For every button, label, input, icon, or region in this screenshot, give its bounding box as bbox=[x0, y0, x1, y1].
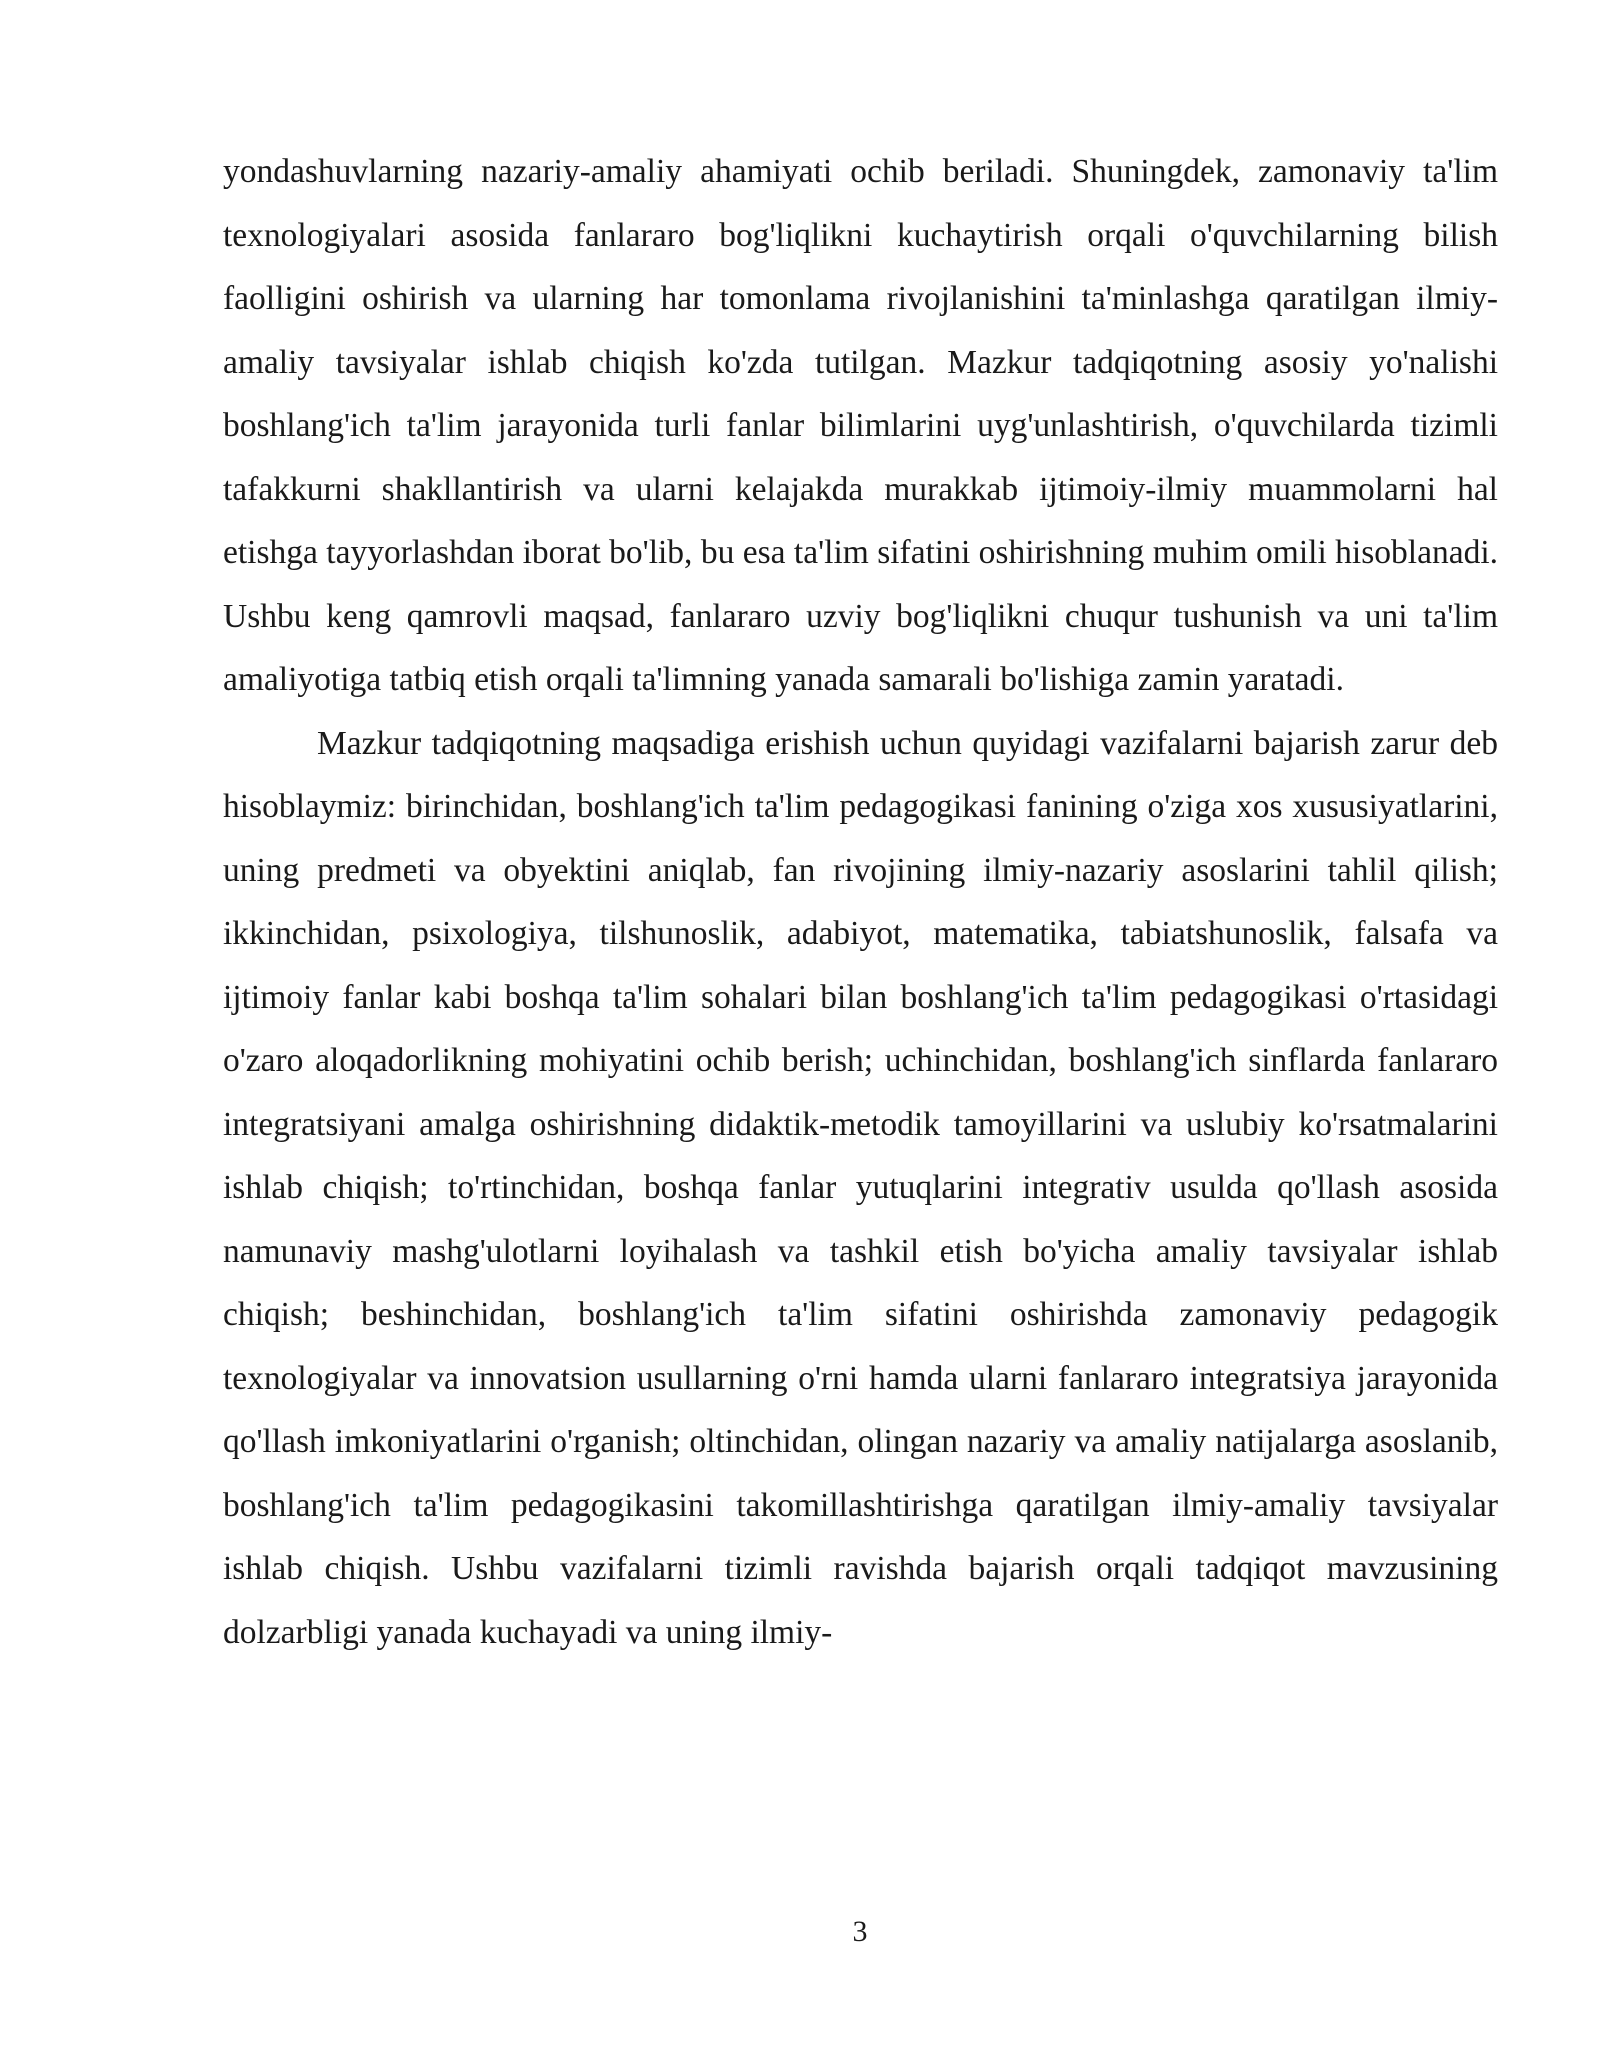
page-number: 3 bbox=[852, 1915, 868, 1948]
paragraph-continuation: yondashuvlarning nazariy-amaliy ahamiyati ochib beriladi. Shuningdek, zamonaviy ta'lim texnologiyalari asosida fanlararo bog'liqlikni kuchaytirish orqali o'quvchilarning bilish faolligini oshirish va ularning har tomonlama rivojlanishini ta'minlashga qaratilgan ilmiy-amaliy tavsiyalar ishlab chiqish ko'zda tutilgan. Mazkur tadqiqotning asosiy yo'nalishi boshlang'ich ta'lim jarayonida turli fanlar bilimlarini uyg'unlashtirish, o'quvchilarda tizimli tafakkurni shakllantirish va ularni kelajakda murakkab ijtimoiy-ilmiy muammolarni hal etishga tayyorlashdan iborat bo'lib, bu esa ta'lim sifatini oshirishning muhim omili hisoblanadi. Ushbu keng qamrovli maqsad, fanlararo uzviy bog'liqlikni chuqur tushunish va uni ta'lim amaliyotiga tatbiq etish orqali ta'limning yanada samarali bo'lishiga zamin yaratadi. bbox=[223, 153, 1498, 698]
body-text bbox=[223, 140, 1498, 1664]
paragraph-tasks: Mazkur tadqiqotning maqsadiga erishish uchun quyidagi vazifalarni bajarish zarur deb hisoblaymiz: birinchidan, boshlang'ich ta'lim pedagogikasi fanining o'ziga xos xususiyatlarini, uning predmeti va obyektini aniqlab, fan rivojining ilmiy-nazariy asoslarini tahlil qilish; ikkinchidan, psixologiya, tilshunoslik, adabiyot, matematika, tabiatshunoslik, falsafa va ijtimoiy fanlar kabi boshqa ta'lim sohalari bilan boshlang'ich ta'lim pedagogikasi o'rtasidagi o'zaro aloqadorlikning mohiyatini ochib berish; uchinchidan, boshlang'ich sinflarda fanlararo integratsiyani amalga oshirishning didaktik-metodik tamoyillarini va uslubiy ko'rsatmalarini ishlab chiqish; to'rtinchidan, boshqa fanlar yutuqlarini integrativ usulda qo'llash asosida namunaviy mashg'ulotlarni loyihalash va tashkil etish bo'yicha amaliy tavsiyalar ishlab chiqish; beshinchidan, boshlang'ich ta'lim sifatini oshirishda zamonaviy pedagogik texnologiyalar va innovatsion usullarning o'rni hamda ularni fanlararo integratsiya jarayonida qo'llash imkoniyatlarini o'rganish; oltinchidan, olingan nazariy va amaliy natijalarga asoslanib, boshlang'ich ta'lim pedagogikasini takomillashtirishga qaratilgan ilmiy-amaliy tavsiyalar ishlab chiqish. Ushbu vazifalarni tizimli ravishda bajarish orqali tadqiqot mavzusining dolzarbligi yanada kuchayadi va uning ilmiy- bbox=[223, 724, 1498, 1651]
